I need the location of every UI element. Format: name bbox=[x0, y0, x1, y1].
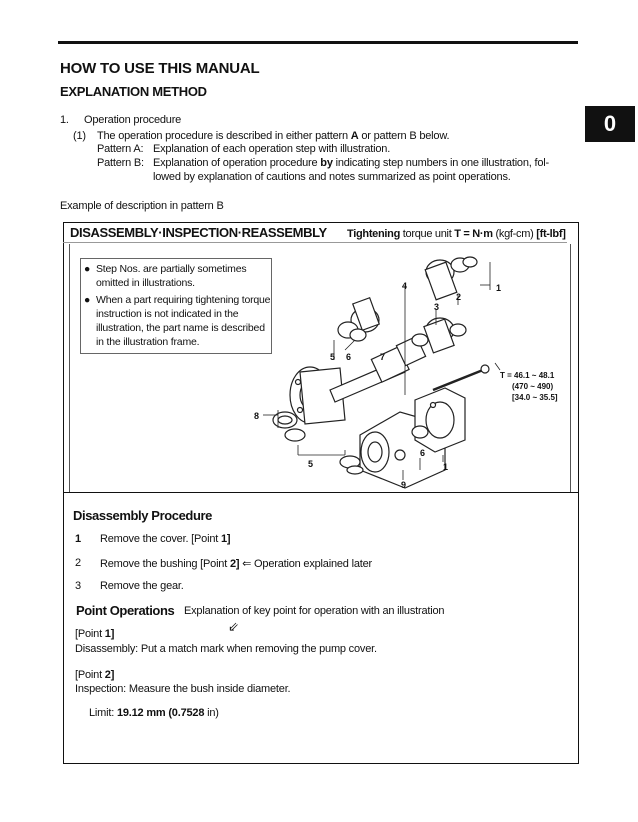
torque-spec-kgf: (470 ~ 490) bbox=[512, 382, 554, 391]
torque-spec-nm: T = 46.1 ~ 48.1 bbox=[500, 371, 555, 380]
note-item: ● When a part requiring tightening torque instruction is not indicated in the illustration, the part name is described in the illustration frame. bbox=[84, 294, 271, 348]
item-number: 1. bbox=[60, 114, 69, 126]
pattern-a-text: Explanation of each operation step with illustration. bbox=[153, 143, 391, 155]
part-label: 6 bbox=[420, 448, 426, 458]
bullet-icon: ● bbox=[84, 294, 91, 306]
page-title: HOW TO USE THIS MANUAL bbox=[60, 60, 260, 77]
procedure-divider bbox=[63, 492, 578, 493]
part-label: 7 bbox=[380, 352, 386, 362]
part-label: 2 bbox=[456, 292, 462, 302]
chapter-tab: 0 bbox=[585, 106, 635, 142]
step-number: 1 bbox=[75, 533, 81, 545]
point-1-text: Disassembly: Put a match mark when removing the pump cover. bbox=[75, 643, 377, 655]
arrow-icon: ⇙ bbox=[228, 619, 239, 634]
example-caption: Example of description in pattern B bbox=[60, 200, 224, 212]
step-text: Remove the gear. bbox=[100, 580, 184, 592]
pattern-b-label: Pattern B: bbox=[97, 157, 144, 169]
pattern-b-text: Explanation of operation procedure by indicating step numbers in one illustration, fol- bbox=[153, 157, 549, 169]
part-label: 1 bbox=[496, 283, 502, 293]
torque-unit: Tightening torque unit T = N·m (kgf-cm) [ft-lbf] bbox=[347, 228, 566, 240]
step-number: 3 bbox=[75, 580, 81, 592]
step-text: Remove the cover. [Point 1] bbox=[100, 533, 231, 545]
point-1-label: [Point 1] bbox=[75, 628, 115, 640]
bullet-icon: ● bbox=[84, 263, 91, 275]
part-label: 5 bbox=[308, 459, 314, 469]
step-text: Remove the bushing [Point 2] ⇐ Operation explained later bbox=[100, 558, 372, 570]
point-2-label: [Point 2] bbox=[75, 669, 115, 681]
sub-text: The operation procedure is described in either pattern A or pattern B below. bbox=[97, 130, 450, 142]
pattern-a-label: Pattern A: bbox=[97, 143, 144, 155]
part-label: 5 bbox=[330, 352, 336, 362]
note-item: ● Step Nos. are partially sometimes omitted in illustrations. bbox=[84, 263, 247, 289]
torque-spec-ftlbf: [34.0 ~ 35.5] bbox=[512, 393, 558, 402]
point-2-text: Inspection: Measure the bush inside diameter. bbox=[75, 683, 291, 695]
part-label: 4 bbox=[402, 281, 408, 291]
item-title: Operation procedure bbox=[84, 114, 182, 126]
example-title: DISASSEMBLY·INSPECTION·REASSEMBLY bbox=[70, 225, 327, 240]
sub-number: (1) bbox=[73, 130, 86, 142]
step-number: 2 bbox=[75, 557, 81, 569]
limit-value: Limit: 19.12 mm (0.7528 in) bbox=[89, 707, 219, 719]
procedure-title: Disassembly Procedure bbox=[73, 508, 213, 523]
part-label: 8 bbox=[254, 411, 260, 421]
pattern-b-text-cont: lowed by explanation of cautions and notes summarized as point operations. bbox=[153, 171, 511, 183]
part-label: 9 bbox=[401, 480, 407, 490]
point-ops-subtitle: Explanation of key point for operation with an illustration bbox=[184, 605, 445, 617]
point-ops-title: Point Operations bbox=[76, 603, 175, 618]
part-label: 3 bbox=[434, 302, 440, 312]
part-label: 6 bbox=[346, 352, 352, 362]
section-title: EXPLANATION METHOD bbox=[60, 84, 207, 99]
part-label: 1 bbox=[443, 462, 449, 472]
